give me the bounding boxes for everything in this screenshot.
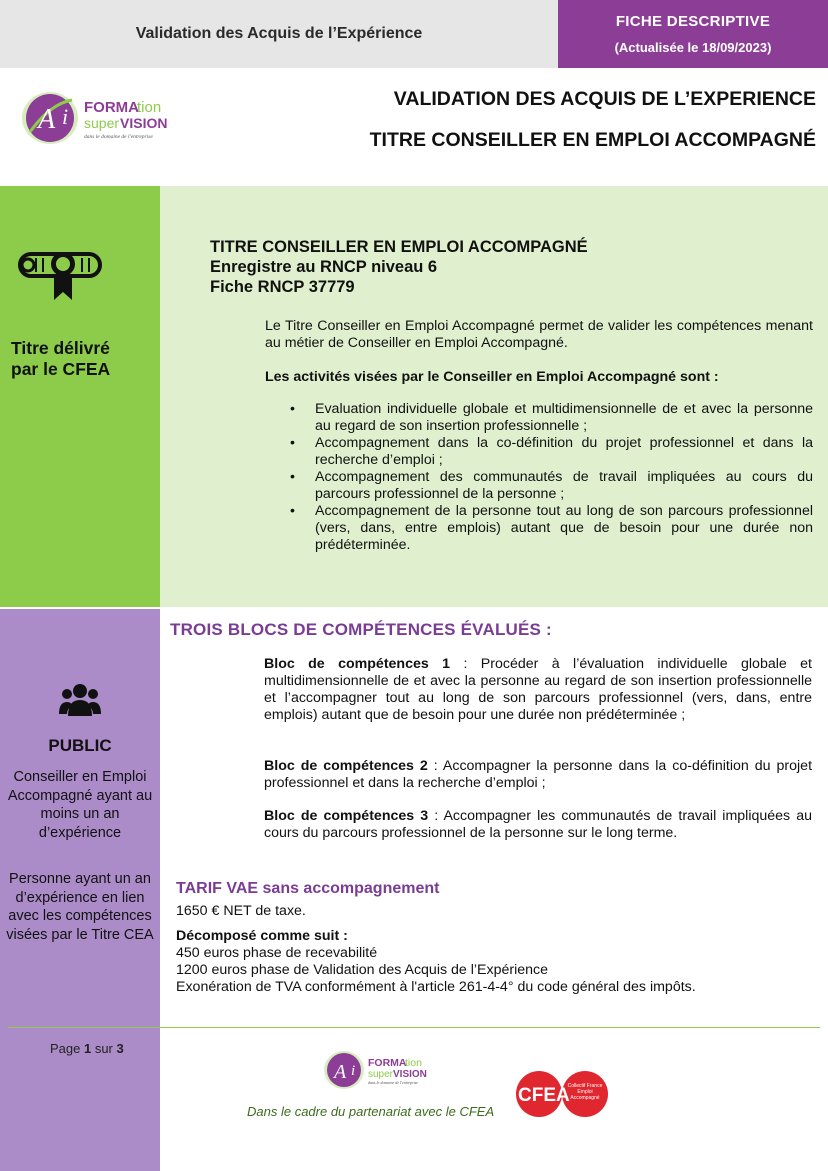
bloc-competences-1 <box>264 656 812 724</box>
rncp-fiche: Fiche RNCP 37779 <box>210 278 355 296</box>
cfea-text: CFEA <box>518 1085 570 1106</box>
logo-super-text: super <box>84 115 120 131</box>
bloc-3-text: : Accompagner les communautés de travail impliquées au cours du parcours professionnel de la personne sur le long terme. <box>264 808 812 841</box>
bloc-2-label: Bloc de compétences 2 <box>264 758 428 774</box>
bloc-1-label: Bloc de compétences 1 <box>264 656 451 672</box>
logo-tagline: dans le domaine de l'entreprise <box>84 134 153 140</box>
tarif-price: 1650 € NET de taxe. <box>176 903 306 919</box>
bloc-competences-3 <box>264 808 812 842</box>
formation-supervision-logo-small <box>320 1046 432 1094</box>
list-item: • Accompagnement dans la co-définition du projet professionnel et dans la recherche d’emploi ; <box>290 435 813 469</box>
page-number <box>50 1041 124 1056</box>
list-item: • Accompagnement de la personne tout au long de son parcours professionnel (vers, dans, entre emplois) autant que de besoin pour une durée non prédéterminée. <box>290 503 813 554</box>
activites-list <box>290 401 813 554</box>
titre-info <box>210 237 588 297</box>
activites-title: Les activités visées par le Conseiller en Emploi Accompagné sont : <box>265 369 719 385</box>
page-prefix: Page <box>50 1041 84 1056</box>
list-item: • Accompagnement des communautés de travail impliquées au cours du parcours professionnel de la personne ; <box>290 469 813 503</box>
titre-delivre-line1: Titre délivré <box>11 338 110 358</box>
page-total: 3 <box>116 1041 124 1056</box>
titre-delivre-label <box>11 338 110 380</box>
logo-vision-text: VISION <box>120 115 168 131</box>
svg-text:A: A <box>334 1061 347 1083</box>
tarif-line-1: 450 euros phase de recevabilité <box>176 945 378 961</box>
svg-text:i: i <box>351 1063 356 1079</box>
titre-name: TITRE CONSEILLER EN EMPLOI ACCOMPAGNÉ <box>210 238 588 256</box>
update-date: (Actualisée le 18/09/2023) <box>614 40 772 55</box>
people-icon <box>59 682 101 718</box>
diploma-icon <box>16 244 106 304</box>
list-item: • Evaluation individuelle globale et multidimensionnelle de et avec la personne au regard de son insertion professionnelle ; <box>290 401 813 435</box>
header-fiche-badge <box>558 0 828 68</box>
blocs-title: TROIS BLOCS DE COMPÉTENCES ÉVALUÉS : <box>170 620 552 639</box>
svg-text:A: A <box>38 104 56 135</box>
intro-paragraph: Le Titre Conseiller en Emploi Accompagné permet de valider les compétences menant au métier de Conseiller en Emploi Accompagné. <box>265 318 813 351</box>
bloc-3-label: Bloc de compétences 3 <box>264 808 429 824</box>
public-description-2: Personne ayant un an d’expérience en lien avec les compétences visées par le Titre CEA <box>6 871 154 943</box>
logo-small-tion: tion <box>405 1057 422 1069</box>
fiche-label: FICHE DESCRIPTIVE <box>615 13 771 30</box>
decompose-title: Décomposé comme suit : <box>176 928 348 944</box>
logo-small-super: super <box>368 1069 394 1080</box>
page-current: 1 <box>83 1041 92 1056</box>
bloc-competences-2 <box>264 758 812 792</box>
logo-small-formation: FORMA <box>368 1057 407 1069</box>
tarif-line-3: Exonération de TVA conformément à l'article 261-4-4° du code général des impôts. <box>176 979 696 995</box>
formation-supervision-logo <box>16 84 176 152</box>
partnership-note: Dans le cadre du partenariat avec le CFEA <box>247 1104 495 1119</box>
logo-tion-text: tion <box>137 99 162 116</box>
cfea-logo <box>515 1069 611 1119</box>
footer-divider <box>8 1027 820 1028</box>
tarif-line-2: 1200 euros phase de Validation des Acquis de l’Expérience <box>176 962 549 978</box>
titre-delivre-line2: par le CFEA <box>11 359 111 379</box>
logo-formation-text: FORMA <box>84 99 139 116</box>
bloc-1-text: : Procéder à l’évaluation individuelle globale et multidimensionnelle de et avec la personne au regard de son insertion professionnelle et l’accompagner tout au long de son parcours professionnel (vers, dans, entre emplois) autant que de besoin pour une durée non prédéterminée ; <box>264 656 812 723</box>
rncp-level: Enregistre au RNCP niveau 6 <box>210 258 438 276</box>
logo-small-tagline: dans le domaine de l'entreprise <box>368 1080 419 1085</box>
page-mid: sur <box>91 1041 117 1056</box>
svg-text:i: i <box>62 104 69 129</box>
public-title: PUBLIC <box>48 736 112 755</box>
main-title-line2: TITRE CONSEILLER EN EMPLOI ACCOMPAGNÉ <box>369 129 816 151</box>
bloc-2-text: : Accompagner la personne dans la co-définition du projet professionnel et dans la recherche d’emploi ; <box>264 758 813 791</box>
public-description-1: Conseiller en Emploi Accompagné ayant au moins un an d’expérience <box>7 769 153 841</box>
main-title-line1: VALIDATION DES ACQUIS DE L’EXPERIENCE <box>393 88 816 110</box>
main-title <box>370 84 816 152</box>
cfea-subtitle: Collectif France Emploi Accompagné <box>567 1083 603 1101</box>
tarif-title: TARIF VAE sans accompagnement <box>176 880 440 897</box>
header-doc-title: Validation des Acquis de l’Expérience <box>0 0 558 68</box>
logo-small-vision: VISION <box>393 1069 427 1080</box>
